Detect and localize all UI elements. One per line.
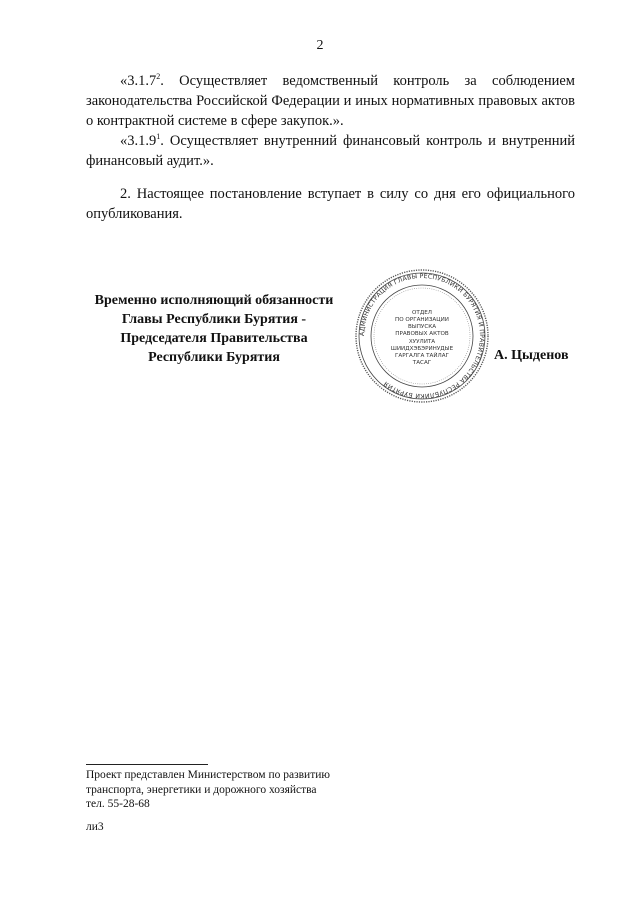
seal-inner-line: ВЫПУСКА — [407, 324, 437, 330]
clause-superscript: 1 — [156, 132, 161, 142]
seal-inner-line: ПО ОРГАНИЗАЦИИ — [395, 317, 449, 323]
paragraph-clause-3-1-7 — [86, 71, 575, 131]
signatory-position — [80, 291, 348, 367]
position-line: Главы Республики Бурятия - — [121, 312, 307, 327]
seal-inner-line: ТАСАГ — [412, 360, 432, 366]
signatory-name: А. Цыденов — [494, 348, 569, 363]
document-code: ли3 — [86, 821, 104, 833]
position-line: Временно исполняющий обязанности — [94, 293, 334, 308]
clause-superscript: 2 — [156, 72, 161, 82]
position-line: Республики Бурятия — [148, 350, 280, 365]
official-seal — [354, 268, 490, 404]
seal-inner-line: ПРАВОВЫХ АКТОВ — [395, 331, 449, 337]
position-line: Председателя Правительства — [120, 331, 308, 346]
clause-text: . Осуществляет ведомственный контроль за соблюдением законодательства Российской Федерации и иных нормативных правовых актов о контрактной системе в сфере закупок.». — [86, 73, 575, 129]
paragraph-effective-date — [86, 184, 575, 224]
clause-text: . Осуществляет внутренний финансовый контроль и внутренний финансовый аудит.». — [86, 133, 575, 169]
clause-number: «3.1.9 — [120, 133, 157, 149]
seal-ring-text: АДМИНИСТРАЦИЯ ГЛАВЫ РЕСПУБЛИКИ БУРЯТИЯ И ПРАВИТЕЛЬСТВА РЕСПУБЛИКИ БУРЯТИЯ — [358, 272, 486, 400]
page-number: 2 — [316, 38, 324, 53]
effective-date-text: 2. Настоящее постановление вступает в силу со дня его официального опубликования. — [86, 186, 575, 222]
seal-inner-line: ШИИДХЭБЭРИНУДЫЕ — [390, 346, 454, 352]
seal-inner-line: ОТДЕЛ — [412, 310, 432, 316]
footer-line: транспорта, энергетики и дорожного хозяйства — [86, 783, 317, 796]
seal-inner-line: ХУУЛИТА — [408, 339, 436, 345]
footer-line: Проект представлен Министерством по развитию — [86, 769, 330, 781]
clause-number: «3.1.7 — [120, 73, 157, 89]
footer-line: тел. 55-28-68 — [86, 798, 150, 810]
paragraph-clause-3-1-9 — [86, 131, 575, 171]
seal-inner-line: ГАРГАЛГА ТАЙЛАГ — [395, 353, 449, 359]
footer-note — [86, 768, 330, 812]
footnote-divider — [86, 764, 208, 765]
